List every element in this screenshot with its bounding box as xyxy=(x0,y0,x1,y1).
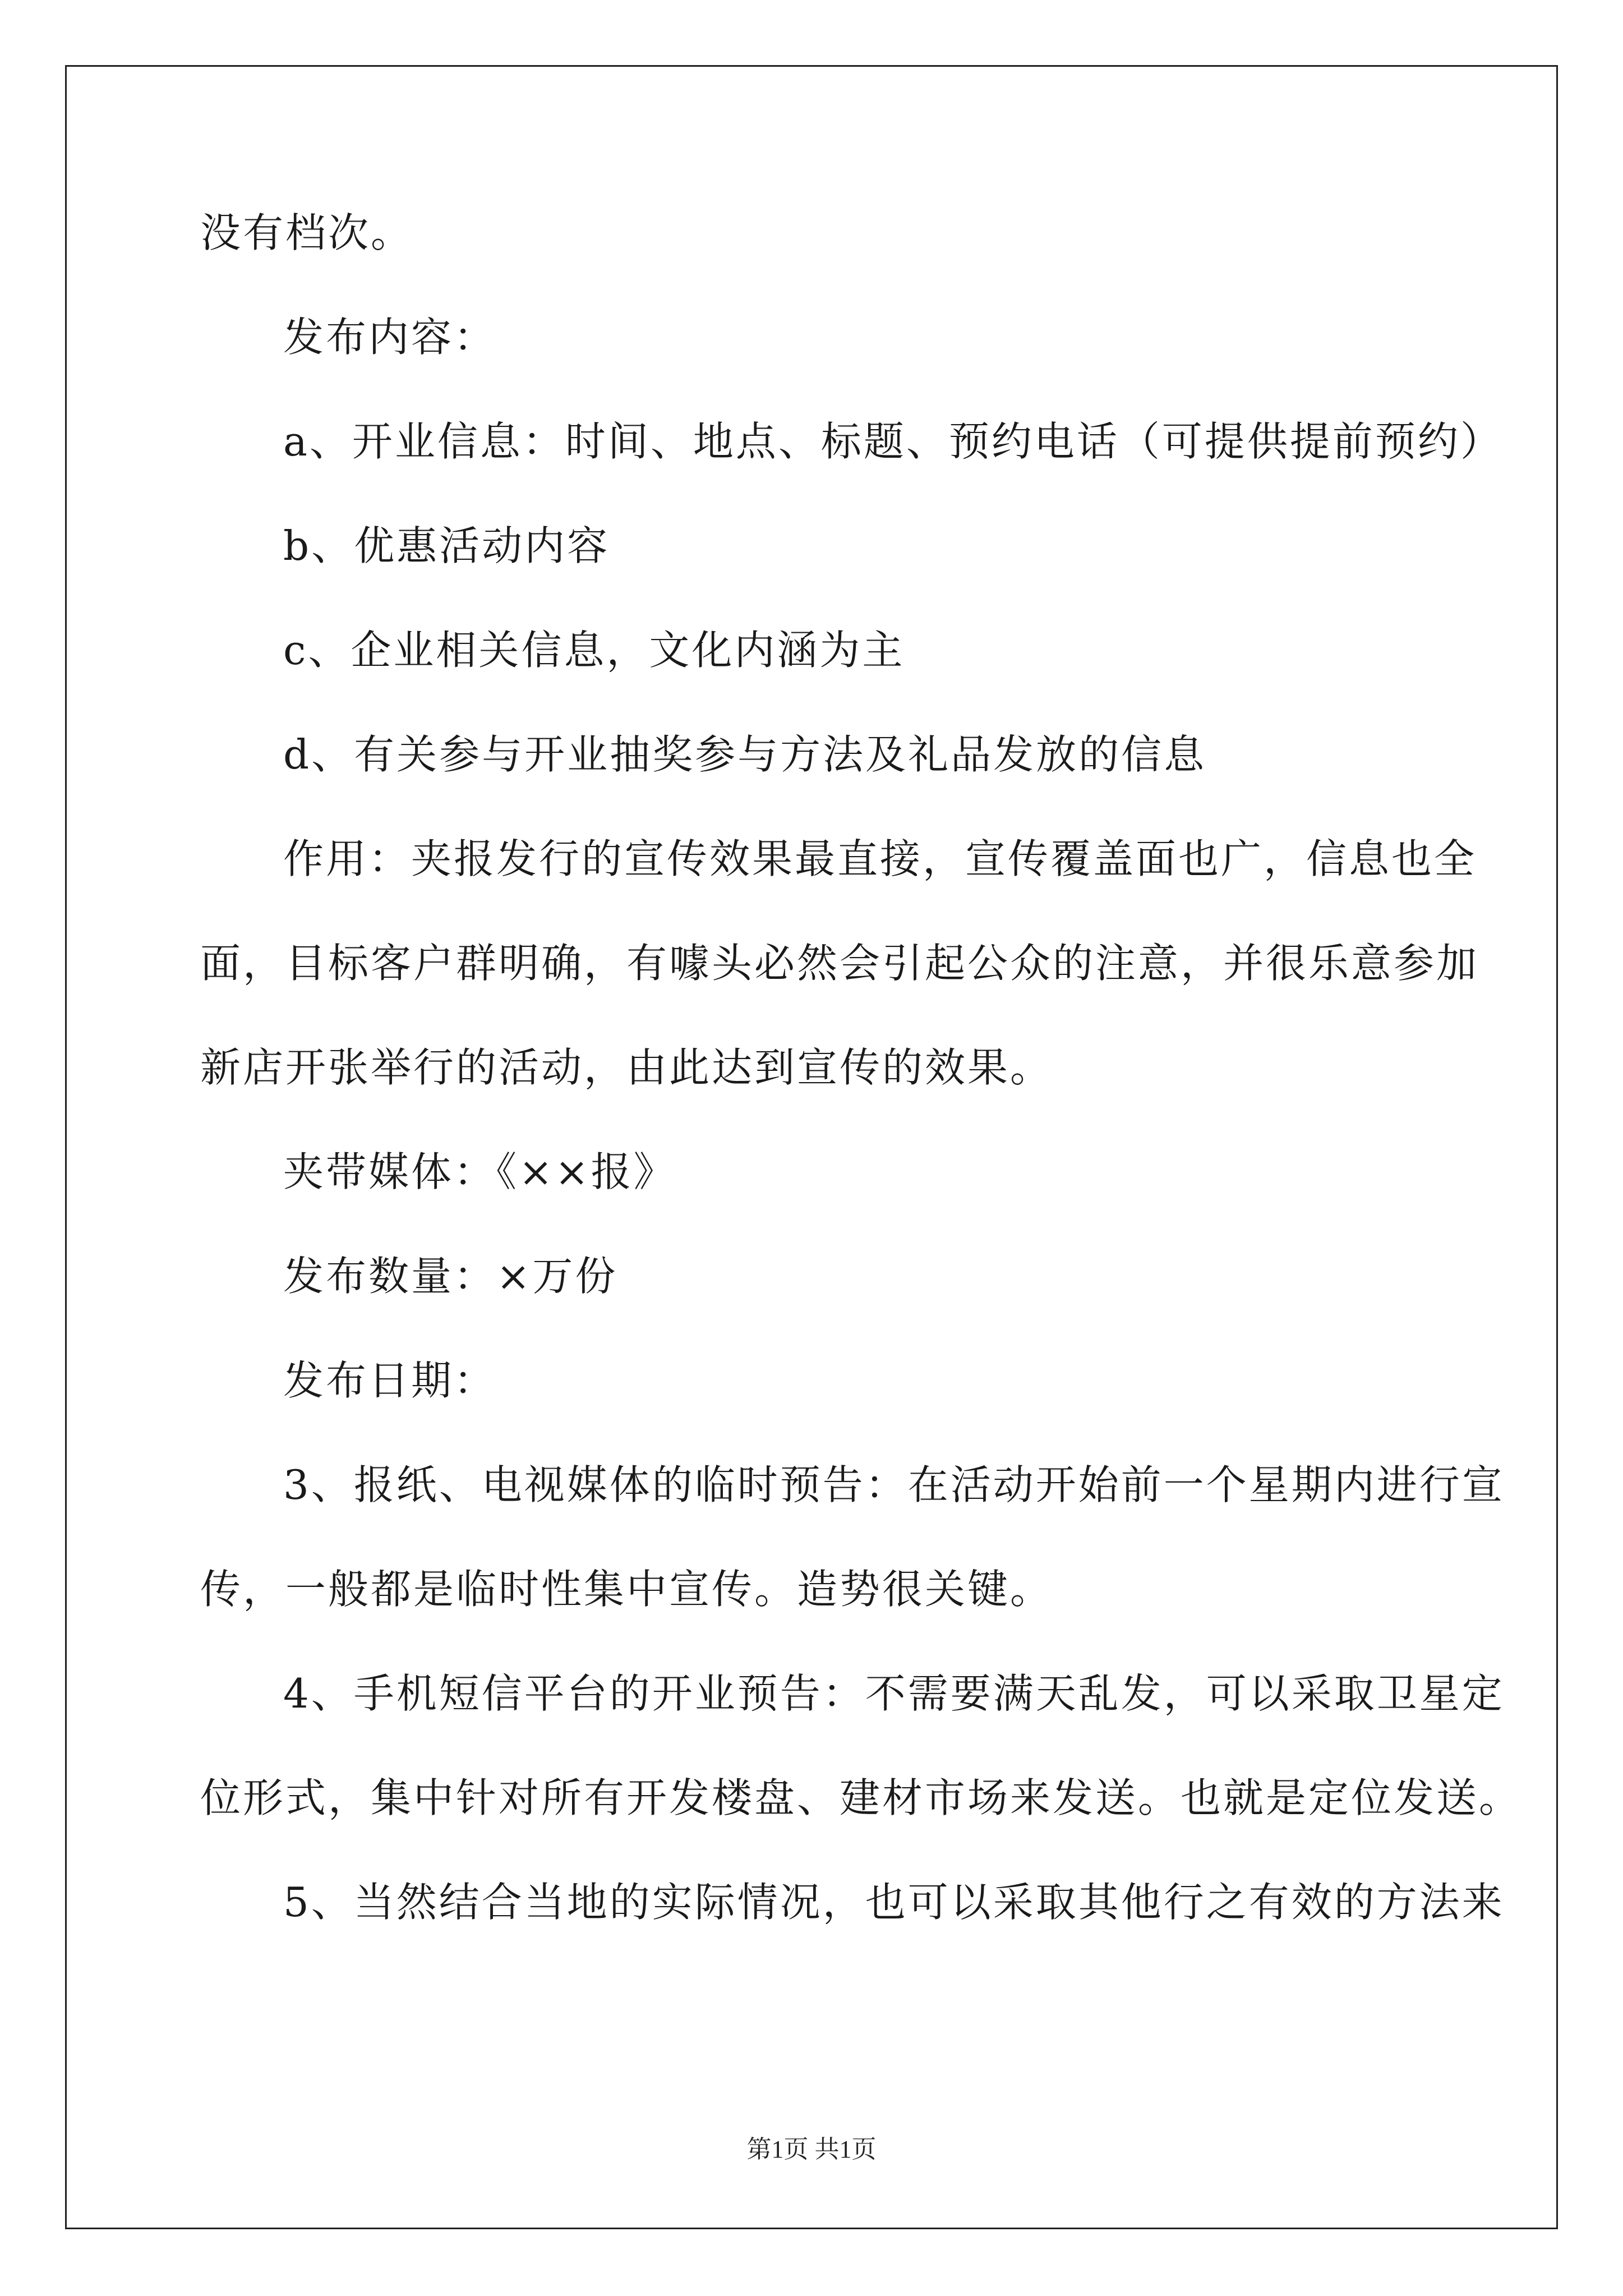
body-line: a、开业信息：时间、地点、标题、预约电话（可提供提前预约） xyxy=(283,418,1503,465)
body-line: 作用：夹报发行的宣传效果最直接，宣传覆盖面也广，信息也全 xyxy=(283,835,1477,882)
body-line: 位形式，集中针对所有开发楼盘、建材市场来发送。也就是定位发送。 xyxy=(200,1774,1522,1821)
body-line: 夹带媒体：《××报》 xyxy=(283,1148,676,1195)
body-line: 发布日期： xyxy=(283,1357,497,1404)
body-line: b、优惠活动内容 xyxy=(283,522,610,569)
body-line: 3、报纸、电视媒体的临时预告：在活动开始前一个星期内进行宣 xyxy=(283,1461,1505,1508)
body-line: 传，一般都是临时性集中宣传。造势很关键。 xyxy=(200,1566,1053,1613)
body-line: 面，目标客户群明确，有噱头必然会引起公众的注意，并很乐意参加 xyxy=(200,940,1479,987)
body-line: d、有关参与开业抽奖参与方法及礼品发放的信息 xyxy=(283,731,1207,778)
body-line: 发布数量：×万份 xyxy=(283,1253,618,1300)
body-line: 发布内容： xyxy=(283,314,497,361)
body-line: 4、手机短信平台的开业预告：不需要满天乱发，可以采取卫星定 xyxy=(283,1670,1505,1717)
body-line: 没有档次。 xyxy=(200,209,414,256)
body-line: c、企业相关信息，文化内涵为主 xyxy=(283,627,905,674)
body-line: 新店开张举行的活动，由此达到宣传的效果。 xyxy=(200,1044,1053,1091)
page-footer: 第1页 共1页 xyxy=(746,2136,877,2163)
body-line: 5、当然结合当地的实际情况，也可以采取其他行之有效的方法来 xyxy=(283,1879,1505,1926)
